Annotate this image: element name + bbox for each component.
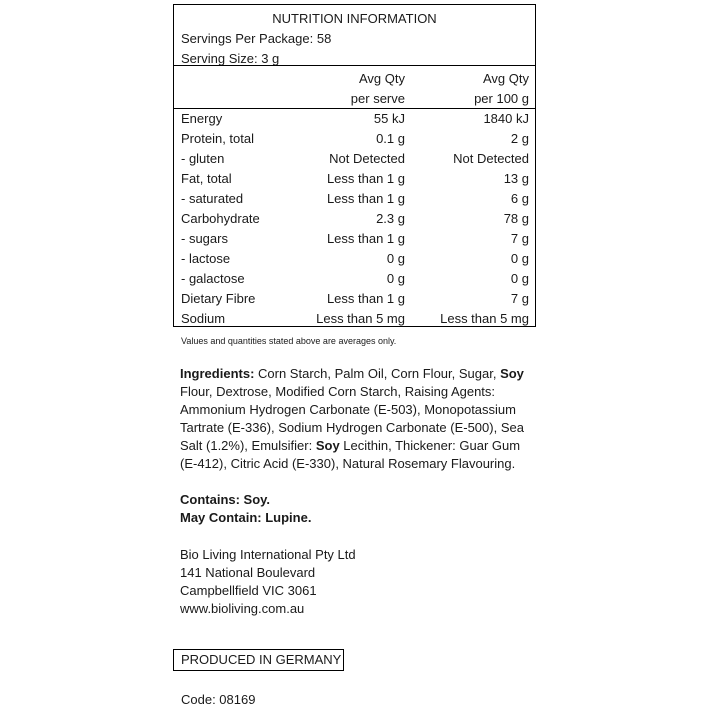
per-serve-value: 0 g [386, 251, 405, 266]
per-100g-value: 1840 kJ [483, 111, 529, 126]
company-name: Bio Living International Pty Ltd [180, 547, 356, 562]
nutrient-label: - saturated [181, 191, 244, 206]
serving-size: Serving Size: 3 g [181, 51, 280, 66]
per-100g-value: Not Detected [453, 151, 529, 166]
nutrient-label: Carbohydrate [181, 211, 260, 226]
nutrient-label: - sugars [181, 231, 228, 246]
per-serve-value: 55 kJ [373, 111, 405, 126]
col2-subheader: per 100 g [474, 91, 529, 106]
averages-note: Values and quantities stated above are averages only. [181, 336, 397, 346]
nutrition-row [174, 251, 535, 271]
per-serve-value: Less than 5 mg [316, 311, 405, 326]
allergens [180, 491, 311, 527]
per-100g-value: 0 g [510, 271, 529, 286]
nutrient-label: Protein, total [181, 131, 254, 146]
nutrition-row [174, 111, 535, 131]
nutrition-row [174, 311, 535, 331]
contains-statement: Contains: Soy. [180, 492, 271, 507]
per-100g-value: 0 g [510, 251, 529, 266]
per-100g-value: 13 g [503, 171, 529, 186]
col2-header: Avg Qty [482, 71, 529, 86]
per-100g-value: 7 g [510, 231, 529, 246]
nutrient-label: Energy [181, 111, 223, 126]
nutrient-label: Dietary Fibre [181, 291, 256, 306]
per-serve-value: Less than 1 g [326, 191, 405, 206]
company-street: 141 National Boulevard [180, 565, 316, 580]
per-100g-value: Less than 5 mg [440, 311, 529, 326]
divider [174, 108, 535, 109]
nutrition-table [173, 4, 536, 327]
per-serve-value: Less than 1 g [326, 231, 405, 246]
per-serve-value: Less than 1 g [326, 171, 405, 186]
nutrition-row [174, 131, 535, 151]
nutrient-label: Fat, total [181, 171, 232, 186]
nutrient-label: - gluten [181, 151, 225, 166]
nutrient-label: Sodium [181, 311, 226, 326]
nutrition-row [174, 271, 535, 291]
nutrition-row [174, 191, 535, 211]
servings-per-package: Servings Per Package: 58 [181, 31, 332, 46]
per-100g-value: 7 g [510, 291, 529, 306]
nutrition-row [174, 231, 535, 251]
per-serve-value: 0 g [386, 271, 405, 286]
ingredients-label: Ingredients: [180, 366, 255, 381]
nutrient-label: - lactose [181, 251, 231, 266]
nutrition-row [174, 291, 535, 311]
per-serve-value: 2.3 g [376, 211, 405, 226]
produced-in-box: PRODUCED IN GERMANY [173, 649, 344, 671]
per-serve-value: Not Detected [329, 151, 405, 166]
ingredients-part: Corn Starch, Palm Oil, Corn Flour, Sugar, [254, 366, 501, 381]
ingredients-part: Flour, Dextrose, Modified Corn Starch, Raising Agents: Ammonium Hydrogen Carbonate (E-503), Monopotassium Tartrate (E-336), Sodium Hydrogen Carbonate (E-500), Sea Salt (1.2%), Emulsifier: [180, 384, 524, 453]
col1-header: Avg Qty [358, 71, 405, 86]
product-code: Code: 08169 [181, 692, 256, 707]
allergen-soy: Soy [500, 366, 524, 381]
company-website: www.bioliving.com.au [180, 601, 305, 616]
company-city: Campbellfield VIC 3061 [180, 583, 317, 598]
ingredients-text [180, 365, 540, 473]
per-serve-value: 0.1 g [376, 131, 405, 146]
col1-subheader: per serve [350, 91, 405, 106]
allergen-soy: Soy [315, 438, 340, 453]
per-serve-value: Less than 1 g [326, 291, 405, 306]
divider [174, 65, 535, 66]
nutrition-row [174, 151, 535, 171]
ingredients-part: Lecithin, Thickener: Guar Gum (E-412), Citric Acid (E-330), Natural Rosemary Flavouring. [180, 438, 521, 471]
header-row-1 [174, 71, 535, 91]
per-100g-value: 78 g [503, 211, 529, 226]
per-100g-value: 6 g [510, 191, 529, 206]
nutrition-title: NUTRITION INFORMATION [272, 11, 437, 26]
may-contain-statement: May Contain: Lupine. [180, 510, 312, 525]
nutrition-row [174, 171, 535, 191]
per-100g-value: 2 g [510, 131, 529, 146]
company-address [180, 546, 356, 618]
nutrition-row [174, 211, 535, 231]
nutrient-label: - galactose [181, 271, 245, 286]
